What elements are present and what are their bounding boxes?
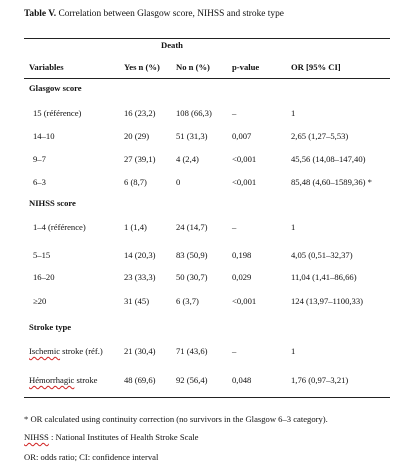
header-variables: Variables	[29, 62, 64, 72]
header-no: No n (%)	[176, 62, 210, 72]
header-rule	[24, 78, 390, 79]
row-pvalue: 0,198	[232, 250, 252, 260]
row-no: 24 (14,7)	[176, 222, 208, 232]
header-or: OR [95% CI]	[291, 62, 341, 72]
row-or: 45,56 (14,08–147,40)	[291, 154, 366, 164]
row-variable	[29, 375, 98, 386]
row-or: 1,76 (0,97–3,21)	[291, 375, 349, 385]
row-variable: ≥20	[33, 296, 47, 306]
row-no: 83 (50,9)	[176, 250, 208, 260]
row-no: 4 (2,4)	[176, 154, 199, 164]
row-or: 1	[291, 222, 296, 232]
row-variable: 15 (référence)	[33, 108, 82, 118]
row-yes: 20 (29)	[124, 131, 150, 141]
section-nihss-title: NIHSS score	[29, 198, 76, 208]
row-pvalue: <0,001	[232, 296, 257, 306]
header-yes: Yes n (%)	[124, 62, 160, 72]
row-no: 50 (30,7)	[176, 272, 208, 282]
footnote-nihss-text: : National Institutes of Health Stroke Scale	[48, 432, 199, 442]
table-caption	[24, 9, 284, 19]
row-pvalue: 0,007	[232, 131, 252, 141]
spellcheck-word: Ischemic	[29, 346, 61, 356]
row-yes: 48 (69,6)	[124, 375, 156, 385]
row-variable: 16–20	[33, 272, 55, 282]
spellcheck-word: NIHSS	[24, 432, 49, 442]
row-yes: 23 (33,3)	[124, 272, 156, 282]
header-pvalue: p-value	[232, 62, 260, 72]
row-or: 1	[291, 346, 296, 356]
row-no: 0	[176, 177, 181, 187]
row-variable: 14–10	[33, 131, 55, 141]
top-rule	[24, 38, 390, 39]
row-or: 85,48 (4,60–1589,36) *	[291, 177, 372, 187]
row-variable	[29, 346, 103, 357]
row-yes: 6 (8,7)	[124, 177, 147, 187]
row-variable-rest: stroke	[74, 375, 98, 385]
table-label: Table V.	[24, 9, 57, 19]
row-variable: 1–4 (référence)	[33, 222, 86, 232]
row-or: 2,65 (1,27–5,53)	[291, 131, 349, 141]
row-variable-rest: stroke (réf.)	[60, 346, 103, 356]
footnote-continuity: * OR calculated using continuity correction (no survivors in the Glasgow 6–3 category).	[24, 414, 328, 424]
row-pvalue: –	[232, 222, 237, 232]
row-variable: 9–7	[33, 154, 46, 164]
row-variable: 5–15	[33, 250, 51, 260]
row-pvalue: <0,001	[232, 177, 257, 187]
row-or: 124 (13,97–1100,33)	[291, 296, 364, 306]
row-or: 1	[291, 108, 296, 118]
row-or: 4,05 (0,51–32,37)	[291, 250, 353, 260]
footnote-or-ci: OR: odds ratio; CI: confidence interval	[24, 452, 159, 462]
row-no: 92 (56,4)	[176, 375, 208, 385]
bottom-rule	[24, 397, 390, 398]
row-no: 51 (31,3)	[176, 131, 208, 141]
spellcheck-word: Hémorrhagic	[29, 375, 75, 385]
row-yes: 21 (30,4)	[124, 346, 156, 356]
section-stroke-title: Stroke type	[29, 322, 72, 332]
header-death: Death	[161, 40, 183, 50]
row-pvalue: 0,048	[232, 375, 252, 385]
footnote-nihss	[24, 432, 198, 442]
row-or: 11,04 (1,41–86,66)	[291, 272, 357, 282]
row-pvalue: –	[232, 346, 237, 356]
row-yes: 27 (39,1)	[124, 154, 156, 164]
row-yes: 1 (1,4)	[124, 222, 147, 232]
row-no: 71 (43,6)	[176, 346, 208, 356]
table-title: Correlation between Glasgow score, NIHSS and stroke type	[56, 9, 284, 19]
row-yes: 16 (23,2)	[124, 108, 156, 118]
row-yes: 31 (45)	[124, 296, 150, 306]
row-pvalue: 0,029	[232, 272, 252, 282]
row-no: 108 (66,3)	[176, 108, 212, 118]
section-glasgow-title: Glasgow score	[29, 83, 82, 93]
row-pvalue: <0,001	[232, 154, 257, 164]
row-variable: 6–3	[33, 177, 46, 187]
row-yes: 14 (20,3)	[124, 250, 156, 260]
row-no: 6 (3,7)	[176, 296, 199, 306]
row-pvalue: –	[232, 108, 237, 118]
